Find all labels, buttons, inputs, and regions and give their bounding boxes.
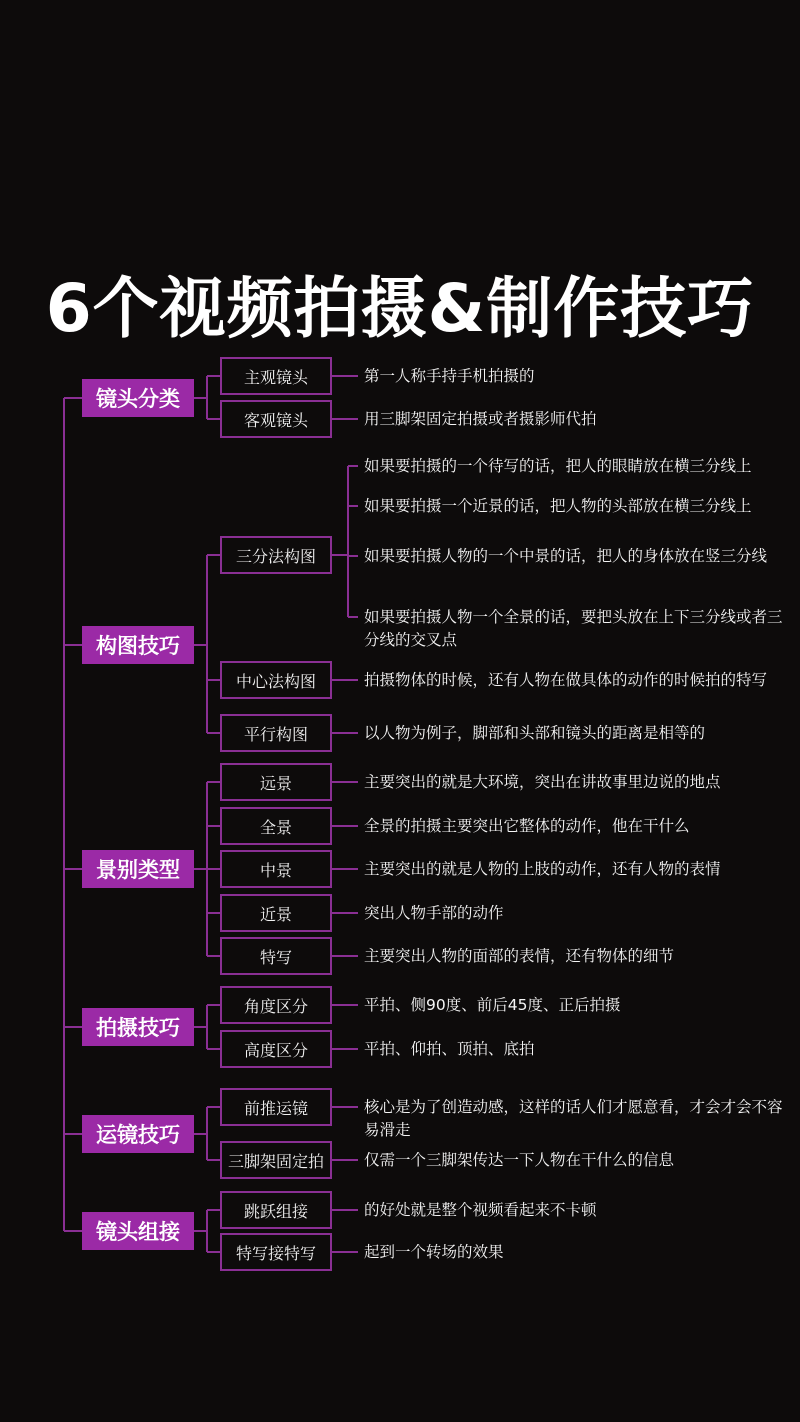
subcategory-box: 客观镜头 [220, 400, 332, 438]
page-title: 6个视频拍摄&制作技巧 [45, 270, 755, 347]
subcategory-box: 远景 [220, 763, 332, 801]
subcategory-box: 角度区分 [220, 986, 332, 1024]
category-box: 景别类型 [82, 850, 194, 888]
description-text: 如果要拍摄一个近景的话，把人物的头部放在横三分线上 [364, 496, 752, 515]
description-text: 核心是为了创造动感，这样的话人们才愿意看，才会才会不容易滑走 [364, 1097, 783, 1139]
subcategory-box: 平行构图 [220, 714, 332, 752]
subcategory-box: 跳跃组接 [220, 1191, 332, 1229]
description-text: 如果要拍摄的一个待写的话，把人的眼睛放在横三分线上 [364, 456, 752, 475]
subcategory-box: 三分法构图 [220, 536, 332, 574]
description-text: 用三脚架固定拍摄或者摄影师代拍 [364, 409, 597, 428]
description-text: 平拍、仰拍、顶拍、底拍 [364, 1039, 535, 1058]
category-box: 运镜技巧 [82, 1115, 194, 1153]
subcategory-box: 主观镜头 [220, 357, 332, 395]
description-text: 第一人称手持手机拍摄的 [364, 366, 535, 385]
subcategory-box: 全景 [220, 807, 332, 845]
description-text: 主要突出的就是人物的上肢的动作，还有人物的表情 [364, 859, 721, 878]
subcategory-box: 近景 [220, 894, 332, 932]
subcategory-box: 中心法构图 [220, 661, 332, 699]
category-box: 构图技巧 [82, 626, 194, 664]
description-text: 起到一个转场的效果 [364, 1242, 504, 1261]
subcategory-box: 特写 [220, 937, 332, 975]
subcategory-box: 三脚架固定拍 [220, 1141, 332, 1179]
description-text: 以人物为例子，脚部和头部和镜头的距离是相等的 [364, 723, 706, 742]
subcategory-box: 高度区分 [220, 1030, 332, 1068]
subcategory-box: 中景 [220, 850, 332, 888]
description-text: 如果要拍摄人物的一个中景的话，把人的身体放在竖三分线 [364, 546, 768, 565]
description-text: 平拍、侧90度、前后45度、正后拍摄 [364, 995, 621, 1014]
description-text: 的好处就是整个视频看起来不卡顿 [364, 1200, 597, 1219]
description-text: 如果要拍摄人物一个全景的话，要把头放在上下三分线或者三分线的交叉点 [364, 607, 783, 649]
description-text: 仅需一个三脚架传达一下人物在干什么的信息 [364, 1150, 675, 1169]
subcategory-box: 前推运镜 [220, 1088, 332, 1126]
description-text: 主要突出的就是大环境，突出在讲故事里边说的地点 [364, 772, 721, 791]
category-box: 镜头分类 [82, 379, 194, 417]
description-text: 全景的拍摄主要突出它整体的动作，他在干什么 [364, 816, 690, 835]
category-box: 镜头组接 [82, 1212, 194, 1250]
category-box: 拍摄技巧 [82, 1008, 194, 1046]
subcategory-box: 特写接特写 [220, 1233, 332, 1271]
description-text: 主要突出人物的面部的表情，还有物体的细节 [364, 946, 675, 965]
description-text: 拍摄物体的时候，还有人物在做具体的动作的时候拍的特写 [364, 670, 768, 689]
description-text: 突出人物手部的动作 [364, 903, 504, 922]
